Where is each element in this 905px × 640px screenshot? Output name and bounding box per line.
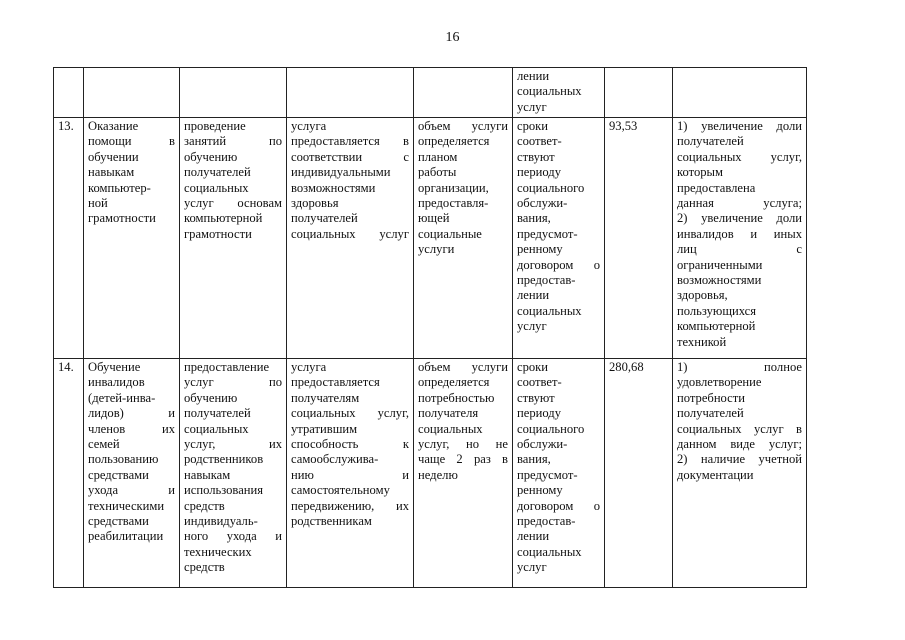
- text-line: социальных: [418, 421, 483, 436]
- text-line: грамотности: [184, 226, 252, 241]
- text-line: обучении: [88, 149, 139, 164]
- text-line: Обучение: [88, 360, 141, 374]
- text-line: 2) наличие учетной: [677, 452, 802, 467]
- text-line: обучению: [184, 149, 238, 164]
- text-line: сроки: [517, 119, 549, 133]
- text-line: услуга: [291, 360, 327, 374]
- text-line: договором о: [517, 498, 600, 513]
- text-line: (детей-инва-: [88, 390, 156, 405]
- text-line: социальных: [517, 84, 582, 99]
- text-line: услуг основам: [184, 196, 282, 211]
- text-line: лении: [517, 288, 550, 303]
- services-table: [53, 67, 807, 588]
- text-line: социальных услуг,: [291, 406, 409, 421]
- text-line: социального: [517, 421, 585, 436]
- text-line: соответствии с: [291, 149, 409, 164]
- text-line: ограниченными: [677, 257, 763, 272]
- cell-indicators: [673, 118, 807, 359]
- text-line: навыкам: [88, 165, 135, 180]
- text-line: средствами: [88, 467, 149, 482]
- cell-service-name: [84, 68, 180, 118]
- cell-terms: [513, 359, 605, 588]
- text-line: инвалидов: [88, 375, 145, 390]
- text-line: здоровья,: [677, 288, 728, 303]
- cell-terms: [513, 68, 605, 118]
- text-line: грамотности: [88, 211, 156, 226]
- text-line: услуг: [517, 319, 547, 334]
- cell-indicators: [673, 68, 807, 118]
- text-line: Оказание: [88, 119, 139, 133]
- cell-service-content: [180, 68, 287, 118]
- text-line: соответ-: [517, 375, 562, 390]
- text-line: определяется: [418, 375, 490, 390]
- text-line: социальных: [517, 303, 582, 318]
- text-line: получателей: [677, 406, 744, 421]
- text-line: возможностями: [291, 180, 376, 195]
- text-line: 2) увеличение доли: [677, 211, 802, 226]
- text-line: услуг, их: [184, 437, 282, 452]
- text-line: ющей: [418, 211, 450, 226]
- text-line: техническими: [88, 498, 165, 513]
- text-line: услуга: [291, 119, 327, 133]
- text-line: получателей: [677, 134, 744, 149]
- cell-terms: [513, 118, 605, 359]
- text-line: чаще 2 раз в: [418, 452, 508, 467]
- text-line: способность к: [291, 437, 409, 452]
- text-line: услуг, но не: [418, 437, 508, 452]
- text-line: договором о: [517, 257, 600, 272]
- text-line: использования: [184, 483, 264, 498]
- text-line: индивидуаль-: [184, 514, 258, 529]
- cell-number: [54, 68, 84, 118]
- text-line: предоставляется: [291, 375, 380, 390]
- text-line: социального: [517, 180, 585, 195]
- text-line: получателей: [184, 406, 251, 421]
- text-line: помощи в: [88, 134, 175, 149]
- text-line: удовлетворение: [677, 375, 762, 390]
- table-row: [54, 118, 807, 359]
- text-line: здоровья: [291, 196, 339, 211]
- text-line: социальных: [184, 180, 249, 195]
- text-line: средствами: [88, 514, 149, 529]
- text-line: компьютерной: [184, 211, 263, 226]
- cell-service-content: [180, 359, 287, 588]
- text-line: ренному: [517, 483, 563, 498]
- text-line: планом: [418, 149, 458, 164]
- text-line: сроки: [517, 360, 549, 374]
- text-line: обслужи-: [517, 196, 568, 211]
- text-line: социальных услуг: [291, 226, 409, 241]
- cell-volume: [414, 118, 513, 359]
- text-line: получателям: [291, 390, 360, 405]
- text-line: пользованию: [88, 452, 159, 467]
- text-line: 1) увеличение доли: [677, 119, 802, 133]
- text-line: ренному: [517, 242, 563, 257]
- text-line: организации,: [418, 180, 489, 195]
- text-line: самостоятельному: [291, 483, 390, 498]
- text-line: периоду: [517, 406, 562, 421]
- text-line: предоставлена: [677, 180, 756, 195]
- table-row: [54, 68, 807, 118]
- text-line: утратившим: [291, 421, 358, 436]
- text-line: услуг по: [184, 375, 282, 390]
- text-line: услуг: [517, 99, 547, 114]
- text-line: ного ухода и: [184, 529, 282, 544]
- cell-service-name: [84, 118, 180, 359]
- text-line: предостав-: [517, 273, 576, 288]
- cell-number: 14.: [54, 359, 84, 588]
- text-line: возможностями: [677, 273, 762, 288]
- cell-price: [605, 68, 673, 118]
- text-line: вания,: [517, 452, 551, 467]
- text-line: ствуют: [517, 390, 555, 405]
- cell-number: 13.: [54, 118, 84, 359]
- cell-indicators: [673, 359, 807, 588]
- text-line: предоставляется в: [291, 134, 409, 149]
- text-line: инвалидов и иных: [677, 226, 802, 241]
- text-line: документации: [677, 467, 754, 482]
- text-line: потребности: [677, 390, 746, 405]
- cell-standard: [287, 118, 414, 359]
- text-line: определяется: [418, 134, 490, 149]
- text-line: лидов) и: [88, 406, 175, 421]
- text-line: данная услуга;: [677, 196, 802, 211]
- text-line: предоставля-: [418, 196, 489, 211]
- text-line: объем услуги: [418, 360, 508, 374]
- text-line: работы: [418, 165, 457, 180]
- text-line: объем услуги: [418, 119, 508, 133]
- text-line: периоду: [517, 165, 562, 180]
- cell-standard: [287, 68, 414, 118]
- text-line: навыкам: [184, 467, 231, 482]
- table-row: [54, 359, 807, 588]
- text-line: занятий по: [184, 134, 282, 149]
- text-line: вания,: [517, 211, 551, 226]
- text-line: ной: [88, 196, 108, 211]
- text-line: техникой: [677, 334, 727, 349]
- text-line: предоставление: [184, 360, 270, 374]
- text-line: нию и: [291, 467, 409, 482]
- cell-price: 93,53: [605, 118, 673, 359]
- text-line: реабилитации: [88, 529, 164, 544]
- text-line: ствуют: [517, 149, 555, 164]
- text-line: социальных услуг в: [677, 421, 802, 436]
- text-line: 1) полное: [677, 360, 802, 374]
- text-line: средств: [184, 498, 225, 513]
- cell-service-name: [84, 359, 180, 588]
- text-line: услуги: [418, 242, 455, 257]
- text-line: компьютер-: [88, 180, 151, 195]
- text-line: которым: [677, 165, 723, 180]
- text-line: социальные: [418, 226, 482, 241]
- text-line: членов их: [88, 421, 175, 436]
- text-line: социальных услуг,: [677, 149, 802, 164]
- text-line: родственников: [184, 452, 264, 467]
- text-line: получателя: [418, 406, 479, 421]
- text-line: потребностью: [418, 390, 495, 405]
- text-line: обучению: [184, 390, 238, 405]
- text-line: проведение: [184, 119, 246, 133]
- cell-price: 280,68: [605, 359, 673, 588]
- text-line: соответ-: [517, 134, 562, 149]
- text-line: обслужи-: [517, 437, 568, 452]
- text-line: передвижению, их: [291, 498, 409, 513]
- text-line: средств: [184, 560, 225, 575]
- text-line: предусмот-: [517, 226, 578, 241]
- text-line: самообслужива-: [291, 452, 379, 467]
- text-line: компьютерной: [677, 319, 756, 334]
- text-line: получателей: [184, 165, 251, 180]
- text-line: социальных: [517, 544, 582, 559]
- text-line: предостав-: [517, 514, 576, 529]
- text-line: семей: [88, 437, 120, 452]
- cell-volume: [414, 359, 513, 588]
- cell-standard: [287, 359, 414, 588]
- text-line: неделю: [418, 467, 458, 482]
- text-line: ухода и: [88, 483, 175, 498]
- text-line: услуг: [517, 560, 547, 575]
- text-line: родственникам: [291, 514, 372, 529]
- text-line: получателей: [291, 211, 358, 226]
- text-line: пользующихся: [677, 303, 757, 318]
- text-line: индивидуальными: [291, 165, 391, 180]
- text-line: лиц с: [677, 242, 802, 257]
- text-line: лении: [517, 69, 550, 83]
- cell-volume: [414, 68, 513, 118]
- cell-service-content: [180, 118, 287, 359]
- text-line: социальных: [184, 421, 249, 436]
- text-line: лении: [517, 529, 550, 544]
- text-line: технических: [184, 544, 252, 559]
- text-line: данном виде услуг;: [677, 437, 802, 452]
- text-line: предусмот-: [517, 467, 578, 482]
- page-number: 16: [445, 30, 460, 45]
